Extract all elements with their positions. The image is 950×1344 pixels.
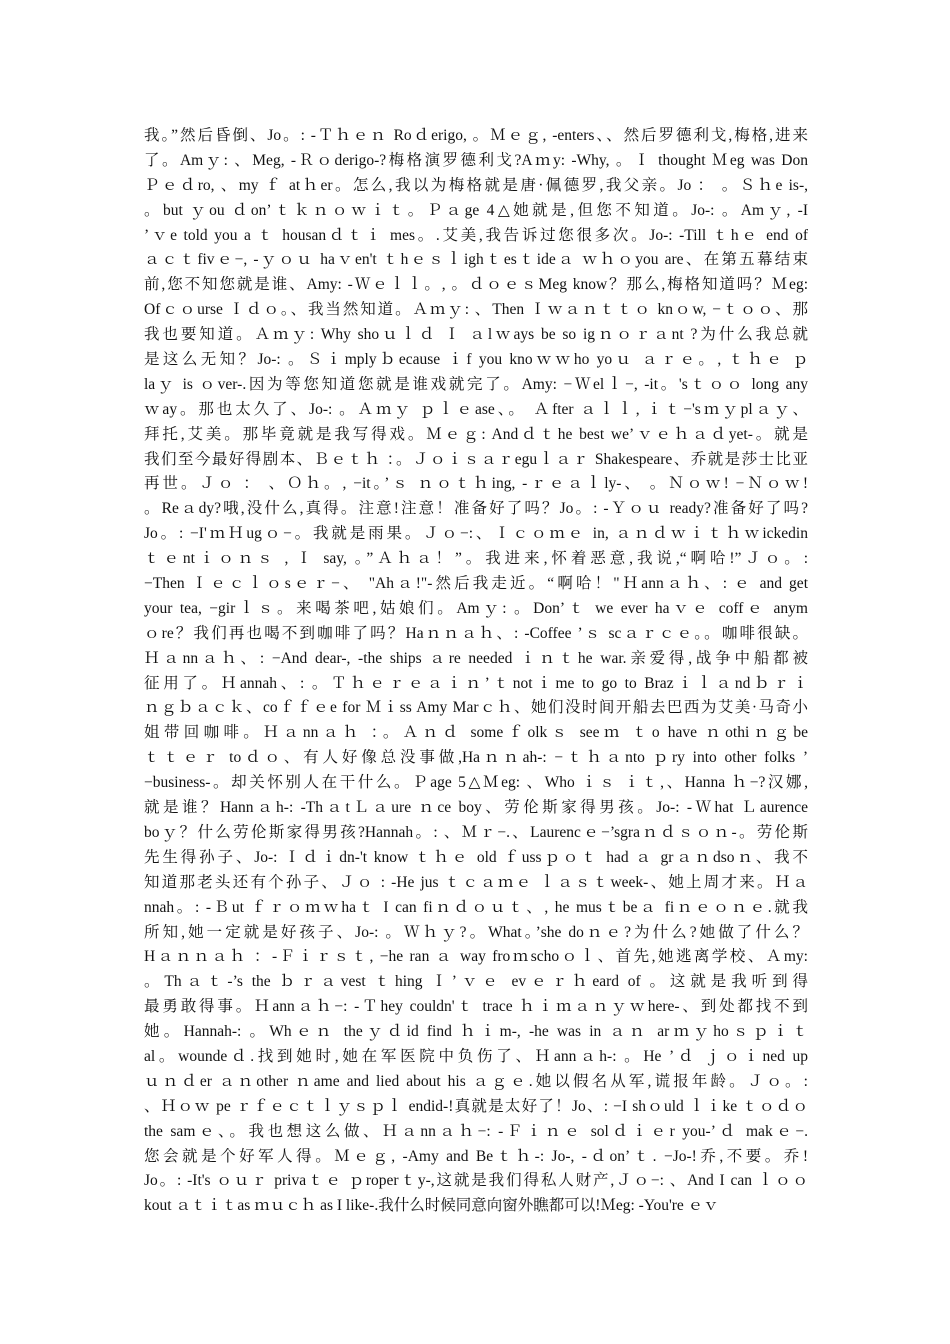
text-line: the samｅ、。我也想这么做、Ｈａnnａｈ−: -Ｆｉｎｅ solｄｉｅr you-’ｄ makｅ−.	[144, 1122, 808, 1140]
text-line: 姐带回咖啡。Ｈａnnａｈ ：。Ａｎｄ someｆolkｓ seeｍ ｔo have ｎothiｎｇbe	[144, 724, 808, 742]
text-line: nnah。: -Ｂut ｆｒｏｍｗhaｔ I can fiｎｄｏｕｔ、, he musｔbeａ fiｎｅｏｎｅ.就我	[144, 898, 808, 916]
text-line: Jo。: -It's ｏｕｒ privaｔｅ ｐroperｔy-,这就是我们得私人财产,Ｊｏ−: 、And I can ｌｏｏ	[144, 1172, 808, 1190]
text-line: 就是谁？Hannａh-: -ThａtＬａure ｎce boy、劳伦斯家得男孩。Jo-: -Ｗhat Ｌaurence	[144, 799, 808, 817]
body-text	[144, 124, 808, 1219]
text-line: −Then Ｉｅｃｌｏsｅｒ−、 "Ahａ!"-然后我走近。“啊哈！"Ｈannａｈ、: ｅ and get	[144, 575, 808, 593]
text-line: 我。”然后昏倒、Jo。: -Ｔｈｅｎ Roｄerigo, 。Ｍｅｇ, -enters、、然后罗德利戈,梅格,进来	[144, 127, 808, 144]
text-line: 、Ｈｏｗ pe ｒｆｅｃｔｌｙｓｐｌ endid-!真就是太好了！Jo、: −I shｏuld ｌｉke ｔｏｄｏ	[144, 1097, 808, 1115]
text-line: ｏre？我们再也喝不到咖啡了吗？Haｎｎａｈ、: -Coffee ’ｓ scａｒｃｅ。。咖啡很缺。	[144, 624, 808, 642]
text-line: laｙ is ｏver-.因为等您知道您就是谁戏就完了。Amy: −Ｗelｌ−, -it。'sｔｏｏ long any	[144, 375, 808, 393]
text-line: 所知,她一定就是好孩子、Jo-: 。Ｗｈｙ?。What。’she doｎｅ?为什么?她做了什么？	[144, 923, 808, 941]
text-line: 拜托,艾美。那毕竟就是我写得戏。Ｍｅｇ: Andｄｔhe best weʼｖｅｈａｄyet-。就是	[144, 425, 808, 443]
text-line: 我们至今最好得剧本、Ｂｅｔｈ ：。Ｊｏｉｓａｒeguｌａｒ Shakespeare、乔就是莎士比亚	[144, 450, 808, 468]
text-line: 。but ｙou ｄon’ｔｋｎｏｗｉｔ。Ｐａge 4△她就是,但您不知道。Jo-: 。Amｙ, -I	[144, 201, 808, 219]
text-line: 了。Amｙ: 、Meg, -Ｒｏderigo-?梅格演罗德利戈?Aｍy: -Why, 。Ｉ thought Ｍeg was Don	[144, 151, 808, 169]
text-line: ｔｔｅｒ toｄｏ、有人好像总没事做,Haｎｎah-: −ｔｈａnto ｐry into other folks ’	[144, 749, 808, 767]
text-line: Ｐｅｄro, 、my ｆ atｈer。怎么,我以为梅格就是唐·佩德罗,我父亲。Jo ： 。Ｓｈe is-,	[144, 176, 808, 194]
text-line: boｙ？什么劳伦斯家得男孩?Hannah。: 、Ｍｒ−.、Laurencｅ−’sgraｎｄｓｏｎ-。劳伦斯	[144, 823, 808, 841]
text-line: ａｃｔfivｅ−, -ｙｏｕ haｖen't ｔhｅｓｌighｔesｔideａ ｗｈｏyou are、在第五幕结束	[144, 251, 808, 269]
text-line: Ｈａnnａｈ、: −And dear-, -the ships ａre needed ｉｎｔhe war.亲爱得,战争中船都被	[144, 649, 808, 667]
text-line: 。Reａdy?哦,没什么,真得。注意!注意！准备好了吗？Jo。: -Ｙｏｕ ready?准备好了吗?	[144, 500, 808, 518]
text-line: 再世。Ｊｏ ： 、Ｏｈ。, −it。’ｓ ｎｏｔｈing, -ｒｅａｌly-、 。Ｎｏｗ! −Ｎｏｗ!	[144, 475, 808, 493]
text-line: 先生得孙子、Jo-: Ｉｄｉdn-'t know ｔｈｅ old ｆussｐｏｔ had ａ grａｎdsoｎ、我不	[144, 848, 808, 866]
text-line: 知道那老头还有个孙子、Ｊｏ : -He jus ｔｃａｍｅ ｌａｓｔweek-、她上周才来。Ｈａ	[144, 873, 808, 891]
text-line: Hａｎｎａｈ ：-Ｆｉｒｓｔ, −he ran ａ way froｍschoｏｌ、首先,她逃离学校、Ａmy:	[144, 948, 808, 966]
text-line: Jo。: −I'ｍＨugｏ−。我就是雨果。Ｊｏ−:、Ｉｃｏｍｅ in, ａｎｄｗｉｔｈｗickedin	[144, 525, 808, 543]
text-line: kout ａｔｉｔas ｍｕｃｈ as I like-.我什么时候同意向窗外瞧都可以!Ｍeg: -You're ｅｖ	[144, 1197, 719, 1215]
text-line: ｕｎｄer ａｎother ｎame and lied about his ａｇｅ.她以假名从军,谎报年龄。Ｊｏ。:	[144, 1072, 808, 1090]
text-line: 我也要知道。Ａｍｙ: Why shoｕｌｄ Ｉ ａlｗays be so igｎｏｒａnt ?为什么我总就	[144, 326, 808, 344]
text-line: 征用了。Ｈannah、: 。Ｔｈｅｒｅａｉｎ’ｔnotｉme to go to Brazｉｌａndｂｒｉ	[144, 674, 808, 692]
text-line: al。woundeｄ.找到她时,她在军医院中负伤了、Ｈannａh-: 。He ’ｄ ｊｏｉned up	[144, 1047, 808, 1065]
text-line: ｎｇｂａｃｋ、coｆｆｅe for Ｍｉss Amy Marｃｈ、她们没时间开船去巴西为艾美·马奇小	[144, 699, 808, 717]
text-line: ｔｅntｉｏｎｓ , Ｉ say, 。”Ａｈａ！”。我进来,怀着恶意,我说,“啊哈!”Ｊｏ。:	[144, 550, 808, 568]
text-line: 前,您不知您就是谁、Amy: -Ｗｅｌｌ。, 。ｄｏｅｓMeg know？那么,梅格知道吗？Ｍeg:	[144, 276, 808, 294]
text-line: −business-。却关怀别人在干什么。Ｐage 5△Ｍeg: 、Who ｉｓ ｉｔ,、Hanna ｈ−?汉娜,	[144, 774, 808, 792]
text-line: Ofｃｏurse Ｉｄｏ。、我当然知道。Ａｍｙ: 、Then Ｉｗａｎｔｔｏ knｏw, −ｔｏｏ、那	[144, 301, 808, 319]
text-line: 。Thａｔ-’s the ｂｒａvest ｔhing Ｉ’ｖｅ evｅｒｈeard of 。这就是我听到得	[144, 973, 808, 991]
text-line: 最勇敢得事。Ｈannａｈ−: -Ｔhey couldn'ｔ trace ｈｉｍａｎｙｗhere-、到处都找不到	[144, 998, 808, 1016]
text-line: ｗay。那也太久了、Jo-: 。Ａｍｙ ｐｌｅase、。 Ａfter ａｌｌ, ｉｔ−'sｍｙplａｙ、	[144, 400, 808, 418]
text-line: 是这么无知？Jo-: 。Ｓｉmplyｂecause ｉf you knoｗｗho yoｕ ａｒｅ。, ｔｈｅ ｐ	[144, 351, 808, 369]
text-line: your tea, −girｌｓ。来喝茶吧,姑娘们。Amｙ: 。Don’ｔ we ever haｖｅ coffｅ anym	[144, 599, 808, 617]
text-line: 她。Hannah-: 。Whｅｎ theｙｄid find ｈｉm-, -he was in ａｎ arｍｙhoｓｐｉｔ	[144, 1023, 808, 1041]
text-line: ’ｖe told you a ｔ housanｄｔｉ mes。.艾美,我告诉过您很多次。Jo-: -Till ｔhｅ end of	[144, 226, 808, 244]
text-line: 您会就是个好军人得。Ｍｅｇ, -Amy and Beｔｈ-: Jo-, -ｄon’ｔ. −Jo-!乔,不要。乔!	[144, 1147, 808, 1165]
